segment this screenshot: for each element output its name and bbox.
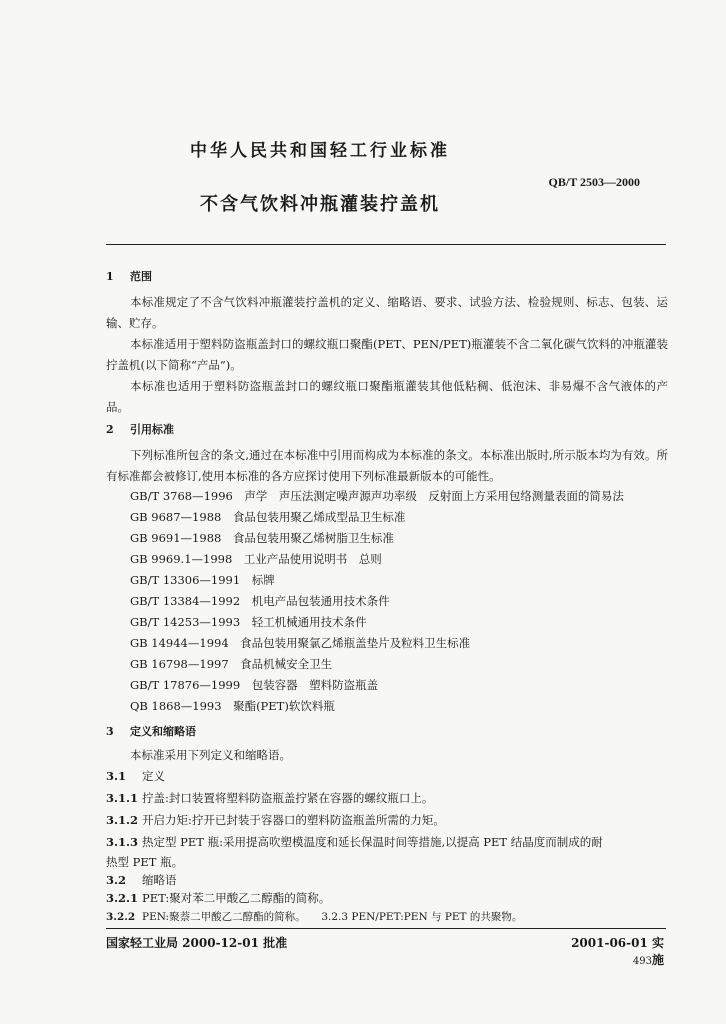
page-number: 493 bbox=[632, 956, 652, 967]
reference-item: GB 9691—1988 食品包装用聚乙烯树脂卫生标准 bbox=[130, 531, 394, 545]
section-number: 3 bbox=[106, 725, 114, 738]
section-title: 范围 bbox=[130, 270, 152, 283]
reference-item: GB/T 13306—1991 标牌 bbox=[130, 573, 275, 587]
clause-line bbox=[106, 790, 433, 806]
section-2-heading bbox=[106, 421, 174, 437]
clause-text: 缩略语 bbox=[142, 873, 177, 887]
section-number: 2 bbox=[106, 423, 114, 436]
reference-item: GB/T 13384—1992 机电产品包装通用技术条件 bbox=[130, 594, 390, 608]
clause-line bbox=[106, 890, 330, 906]
section-3-heading bbox=[106, 723, 196, 739]
section-title: 引用标准 bbox=[130, 423, 174, 436]
header-divider bbox=[106, 244, 666, 245]
clause-line bbox=[106, 872, 177, 888]
clause-number: 3.1.1 bbox=[106, 791, 139, 805]
standard-category-title: 中华人民共和国轻工行业标准 bbox=[190, 141, 450, 161]
clause-text: 定义 bbox=[142, 769, 165, 783]
clause-line bbox=[106, 854, 183, 870]
standard-number: QB/T 2503—2000 bbox=[548, 175, 640, 189]
paragraph: 下列标准所包含的条文,通过在本标准中引用而构成为本标准的条文。本标准出版时,所示版本均为有效。所有标准都会被修订,使用本标准的各方应探讨使用下列标准最新版本的可能性。 bbox=[106, 448, 668, 483]
clause-line bbox=[106, 909, 522, 924]
implementation-date: 2001-06-01 实施 bbox=[571, 936, 664, 967]
section-1-heading bbox=[106, 268, 152, 284]
clause-text: PET:聚对苯二甲酸乙二醇酯的简称。 bbox=[142, 891, 331, 905]
paragraph: 本标准适用于塑料防盗瓶盖封口的螺纹瓶口聚酯(PET、PEN/PET)瓶灌装不含二氧化碳气饮料的冲瓶灌装拧盖机(以下简称“产品”)。 bbox=[106, 337, 668, 372]
clause-number: 3.1.2 bbox=[106, 813, 139, 827]
approval-statement: 国家轻工业局 2000-12-01 批准 bbox=[106, 936, 288, 950]
paragraph: 本标准也适用于塑料防盗瓶盖封口的螺纹瓶口聚酯瓶灌装其他低粘稠、低泡沫、非易爆不含气液体的产品。 bbox=[106, 379, 668, 414]
clause-number: 3.1.3 bbox=[106, 835, 139, 849]
clause-number: 3.2.2 bbox=[106, 911, 136, 923]
clause-line bbox=[106, 768, 165, 784]
clause-line bbox=[106, 834, 603, 850]
clause-text: 热定型 PET 瓶:采用提高吹塑模温度和延长保温时间等措施,以提高 PET 结晶度而制成的耐 bbox=[142, 835, 603, 849]
section-title: 定义和缩略语 bbox=[130, 725, 196, 738]
reference-item: GB 9969.1—1998 工业产品使用说明书 总则 bbox=[130, 552, 382, 566]
clause-number: 3.1 bbox=[106, 769, 127, 783]
paragraph: 本标准采用下列定义和缩略语。 bbox=[130, 748, 291, 762]
document-title: 不含气饮料冲瓶灌装拧盖机 bbox=[200, 194, 440, 215]
clause-text: 拧盖:封口装置将塑料防盗瓶盖拧紧在容器的螺纹瓶口上。 bbox=[142, 791, 434, 805]
clause-text: 开启力矩:拧开已封装于容器口的塑料防盗瓶盖所需的力矩。 bbox=[142, 813, 445, 827]
reference-item: GB/T 3768—1996 声学 声压法测定噪声源声功率级 反射面上方采用包络测量表面的简易法 bbox=[130, 489, 624, 503]
reference-item: GB 9687—1988 食品包装用聚乙烯成型品卫生标准 bbox=[130, 510, 406, 524]
footer-divider bbox=[106, 928, 666, 929]
reference-item: GB/T 17876—1999 包装容器 塑料防盗瓶盖 bbox=[130, 678, 379, 692]
clause-number: 3.2 bbox=[106, 873, 127, 887]
section-number: 1 bbox=[106, 270, 114, 283]
clause-text: PEN:聚萘二甲酸乙二醇酯的简称。 3.2.3 PEN/PET:PEN 与 PET 的共聚物。 bbox=[142, 911, 523, 923]
clause-text: 热型 PET 瓶。 bbox=[106, 855, 184, 869]
clause-number: 3.2.1 bbox=[106, 891, 139, 905]
reference-item: QB 1868—1993 聚酯(PET)软饮料瓶 bbox=[130, 699, 335, 713]
reference-item: GB 14944—1994 食品包装用聚氯乙烯瓶盖垫片及粒料卫生标准 bbox=[130, 636, 471, 650]
reference-item: GB/T 14253—1993 轻工机械通用技术条件 bbox=[130, 615, 367, 629]
reference-item: GB 16798—1997 食品机械安全卫生 bbox=[130, 657, 333, 671]
clause-line bbox=[106, 812, 445, 828]
paragraph: 本标准规定了不含气饮料冲瓶灌装拧盖机的定义、缩略语、要求、试验方法、检验规则、标志、包装、运输、贮存。 bbox=[106, 295, 668, 330]
